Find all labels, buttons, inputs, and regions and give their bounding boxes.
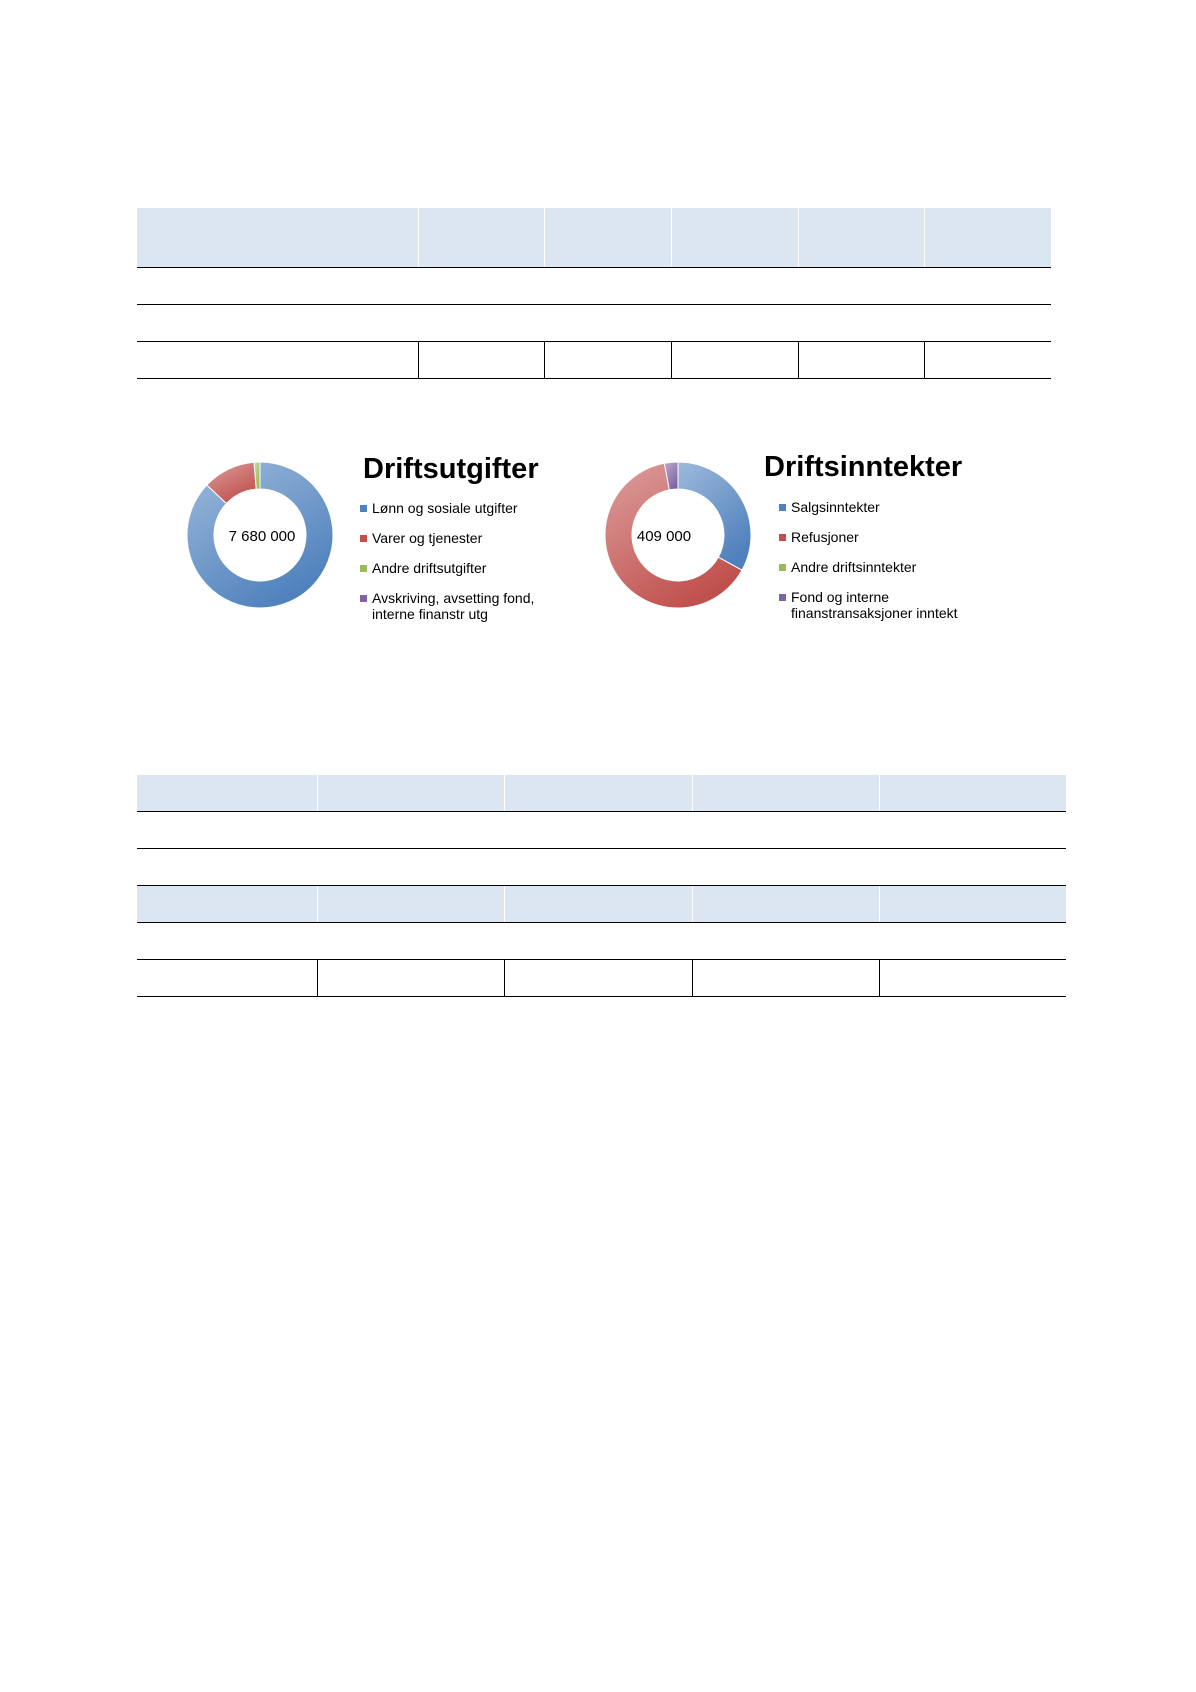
table-cell [137, 849, 317, 886]
table-cell [924, 268, 1051, 305]
table-cell [692, 812, 879, 849]
driftsinntekter-title: Driftsinntekter [764, 451, 963, 483]
driftsutgifter-legend [360, 500, 580, 622]
legend-item [779, 589, 1006, 621]
table-cell [671, 268, 798, 305]
table-cell [504, 775, 692, 812]
table-row [137, 342, 1051, 379]
table-header-row [137, 208, 1051, 268]
legend-item [779, 499, 1004, 529]
budget-table-bottom [137, 775, 1066, 997]
table-cell [317, 775, 504, 812]
table-cell [418, 268, 544, 305]
table-cell [692, 886, 879, 923]
legend-item [360, 590, 562, 622]
table-cell [137, 268, 418, 305]
table-cell [137, 923, 317, 960]
table-cell [671, 305, 798, 342]
legend-label: Salgsinntekter [791, 499, 880, 515]
legend-label: Andre driftsutgifter [372, 560, 487, 576]
table-cell [879, 886, 1066, 923]
table-cell [544, 342, 671, 379]
table-row [137, 775, 1066, 812]
budget-table-top [137, 208, 1051, 379]
table-cell [317, 886, 504, 923]
table-cell [418, 305, 544, 342]
table-cell [879, 849, 1066, 886]
table-cell [137, 305, 418, 342]
table-row [137, 268, 1051, 305]
legend-label: Refusjoner [791, 529, 859, 545]
driftsutgifter-chart [180, 450, 590, 635]
table-cell [798, 305, 924, 342]
table-cell [137, 775, 317, 812]
table-cell [544, 208, 671, 268]
legend-label: Andre driftsinntekter [791, 559, 917, 575]
table-cell [317, 849, 504, 886]
table-row [137, 812, 1066, 849]
table-cell [544, 305, 671, 342]
table-row [137, 305, 1051, 342]
driftsinntekter-legend [779, 499, 1004, 621]
legend-item [360, 530, 580, 560]
table-cell [504, 923, 692, 960]
table-cell [798, 342, 924, 379]
table-cell [317, 923, 504, 960]
legend-swatch [779, 534, 786, 541]
table-cell [418, 342, 544, 379]
table-cell [692, 960, 879, 997]
table-cell [137, 812, 317, 849]
table-cell [137, 960, 317, 997]
legend-label: Lønn og sosiale utgifter [372, 500, 518, 516]
table-cell [924, 305, 1051, 342]
driftsinntekter-chart [598, 450, 1008, 635]
table-cell [924, 208, 1051, 268]
table-cell [879, 923, 1066, 960]
table-cell [544, 268, 671, 305]
legend-swatch [779, 504, 786, 511]
legend-item [360, 500, 580, 530]
table-cell [504, 886, 692, 923]
table-cell [798, 208, 924, 268]
legend-swatch [360, 595, 367, 602]
table-cell [879, 960, 1066, 997]
table-cell [418, 208, 544, 268]
table-cell [924, 342, 1051, 379]
legend-swatch [360, 505, 367, 512]
table-cell [692, 775, 879, 812]
table-cell [137, 342, 418, 379]
table-cell [504, 849, 692, 886]
legend-item [360, 560, 580, 590]
table-row [137, 886, 1066, 923]
table-row [137, 923, 1066, 960]
table-cell [692, 923, 879, 960]
legend-swatch [779, 594, 786, 601]
legend-label: Avskriving, avsetting fond, interne finanstr utg [372, 590, 535, 622]
legend-label: Varer og tjenester [372, 530, 483, 546]
table-cell [504, 960, 692, 997]
table-cell [317, 812, 504, 849]
driftsutgifter-total-label: 7 680 000 [228, 528, 296, 545]
table-cell [671, 342, 798, 379]
table-cell [504, 812, 692, 849]
legend-item [779, 529, 1004, 559]
table-cell [137, 208, 418, 268]
table-row [137, 960, 1066, 997]
legend-item [779, 559, 1004, 589]
table-cell [798, 268, 924, 305]
table-cell [692, 849, 879, 886]
table-cell [671, 208, 798, 268]
legend-swatch [779, 564, 786, 571]
table-row [137, 849, 1066, 886]
legend-label: Fond og interne finanstransaksjoner inntekt [791, 589, 958, 621]
table-cell [137, 886, 317, 923]
legend-swatch [360, 535, 367, 542]
table-cell [317, 960, 504, 997]
driftsutgifter-title: Driftsutgifter [363, 453, 539, 485]
legend-swatch [360, 565, 367, 572]
driftsinntekter-total-label: 409 000 [636, 528, 692, 545]
donut-slice-1 [678, 462, 751, 570]
table-cell [879, 775, 1066, 812]
table-cell [879, 812, 1066, 849]
